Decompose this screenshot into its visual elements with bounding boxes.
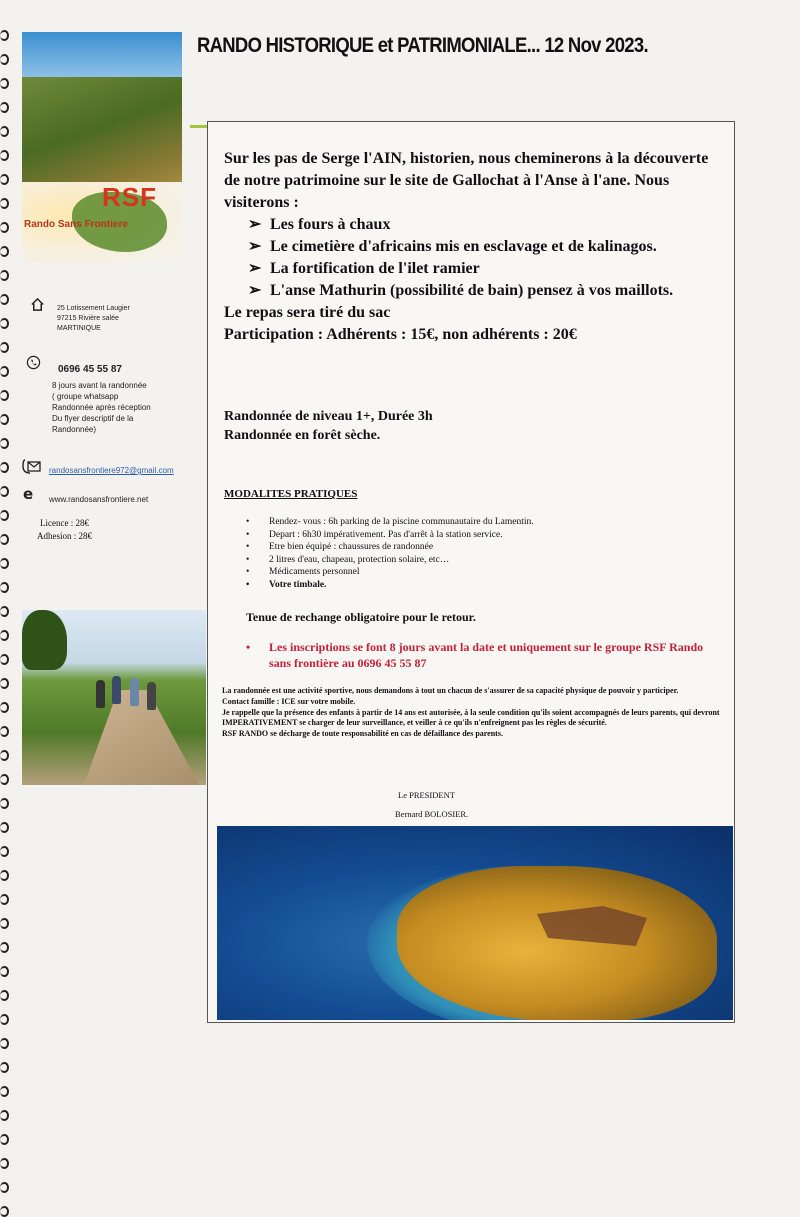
intro-paragraph: Sur les pas de Serge l'AIN, historien, nous cheminerons à la découverte de notre patrimoine sur le site de Gallochat à l'Anse à l'ane. Nous visiterons : xyxy=(224,150,709,211)
phone-note-line: ( groupe whatsapp xyxy=(52,392,119,401)
signature-name: Bernard BOLOSIER. xyxy=(395,809,469,819)
modalite-item: • Depart : 6h30 impérativement. Pas d'arrêt à la station service. xyxy=(246,529,534,542)
mail-icon xyxy=(22,458,42,475)
address-line: 97215 Rivière salée xyxy=(57,315,119,322)
phone-note-line: Du flyer descriptif de la xyxy=(52,414,134,423)
arrow-bullet-icon: ➢ xyxy=(248,238,262,255)
svg-text:e: e xyxy=(22,486,34,501)
phone-note xyxy=(52,380,151,435)
signature-role: Le PRESIDENT xyxy=(398,790,455,800)
phone-note-line: Randonnée) xyxy=(52,425,97,434)
rsf-logo xyxy=(22,32,182,262)
adhesion-fee: Adhesion : 28€ xyxy=(37,531,92,541)
inscription-note: • Les inscriptions se font 8 jours avant la date et uniquement sur le groupe RSF Rando sans frontière au 0696 45 55 87 xyxy=(246,640,704,670)
email-link[interactable]: randosansfrontiere972@gmail.com xyxy=(49,466,174,475)
signature xyxy=(395,786,468,824)
page-title: RANDO HISTORIQUE et PATRIMONIALE... 12 Nov 2023. xyxy=(197,34,648,57)
modalite-item: • Votre timbale. xyxy=(246,579,534,592)
meal-note: Le repas sera tiré du sac xyxy=(224,304,391,321)
participation-fees: Participation : Adhérents : 15€, non adhérents : 20€ xyxy=(224,326,577,343)
hike-level xyxy=(224,407,433,445)
visit-list xyxy=(224,214,724,302)
disclaimer-paragraph: Je rappelle que la présence des enfants à partir de 14 ans est autorisée, à la seule condition qu'ils soient accompagnés de leurs parents, qui devront IMPERATIVEMENT se charger de leur surveillance, et veiller à ce qu'ils n'enfreignent pas les règles de sécurité. xyxy=(222,707,720,728)
logo-name: RSF xyxy=(102,182,157,212)
web-icon xyxy=(22,486,37,501)
visit-item: ➢ Les fours à chaux xyxy=(248,214,724,236)
disclaimer-paragraph: La randonnée est une activité sportive, nous demandons à tout un chacun de s'assurer de sa capacité physique de pouvoir y participer. xyxy=(222,686,679,695)
disclaimer-paragraph: RSF RANDO se décharge de toute responsabilité en cas de défaillance des parents. xyxy=(222,729,503,739)
licence-fee: Licence : 28€ xyxy=(40,518,89,528)
phone-note-line: Randonnée après réception xyxy=(52,403,151,412)
terrain-line: Randonnée en forêt sèche. xyxy=(224,428,381,443)
phone-note-line: 8 jours avant la randonnée xyxy=(52,381,147,390)
hikers-photo xyxy=(22,610,206,785)
islet-aerial-photo xyxy=(217,826,733,1020)
intro-section xyxy=(224,148,724,346)
address xyxy=(57,304,130,334)
visit-item: ➢ L'anse Mathurin (possibilité de bain) pensez à vos maillots. xyxy=(248,280,724,302)
disclaimer-paragraph: Contact famille : ICE sur votre mobile. xyxy=(222,696,356,706)
logo-subtitle: Rando Sans Frontiere xyxy=(24,219,128,230)
modalite-item: • Etre bien équipé : chaussures de randonnée xyxy=(246,541,534,554)
phone-icon xyxy=(26,355,41,370)
arrow-bullet-icon: ➢ xyxy=(248,282,262,299)
modalites-list xyxy=(246,516,534,591)
visit-item: ➢ Le cimetière d'africains mis en esclavage et de kalinagos. xyxy=(248,236,724,258)
disclaimer xyxy=(222,686,722,740)
modalite-item: • Médicaments personnel xyxy=(246,566,534,579)
arrow-bullet-icon: ➢ xyxy=(248,260,262,277)
website-link[interactable]: www.randosansfrontiere.net xyxy=(49,495,149,504)
tenue-note: Tenue de rechange obligatoire pour le retour. xyxy=(246,610,476,624)
modalite-item: • 2 litres d'eau, chapeau, protection solaire, etc… xyxy=(246,554,534,567)
address-line: 25 Lotissement Laugier xyxy=(57,305,130,312)
level-line: Randonnée de niveau 1+, Durée 3h xyxy=(224,409,433,424)
modalite-item: • Rendez- vous : 6h parking de la piscine communautaire du Lamentin. xyxy=(246,516,534,529)
address-line: MARTINIQUE xyxy=(57,325,101,332)
arrow-bullet-icon: ➢ xyxy=(248,216,262,233)
home-icon xyxy=(30,297,45,312)
modalites-heading: MODALITES PRATIQUES xyxy=(224,488,358,500)
phone-number: 0696 45 55 87 xyxy=(58,364,122,375)
visit-item: ➢ La fortification de l'ilet ramier xyxy=(248,258,724,280)
binding-spiral xyxy=(0,30,12,1100)
